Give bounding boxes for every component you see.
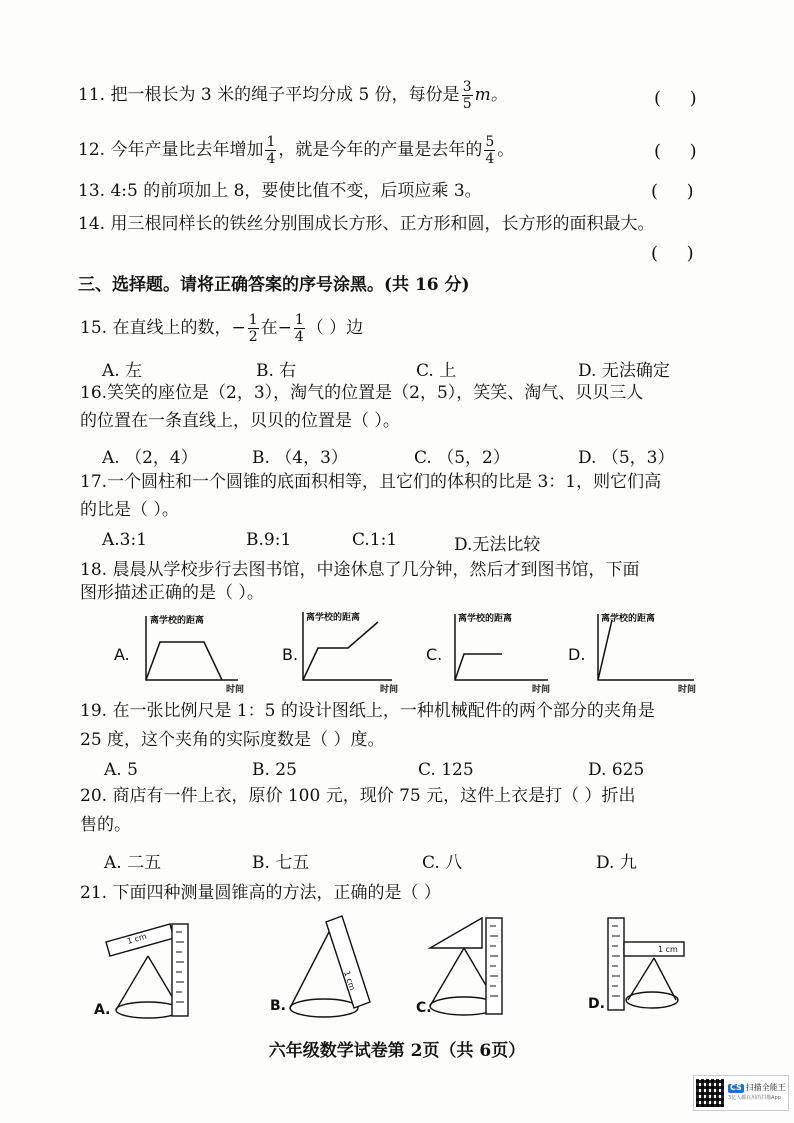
ruler-label: 1 cm (342, 969, 357, 992)
option-a[interactable]: A. （2，4） (102, 448, 198, 468)
option-b[interactable]: B. 七五 (252, 853, 310, 873)
question-13: 13. 4:5 的前项加上 8，要使比值不变，后项应乘 3。 (78, 181, 482, 201)
graph-x-label: 时间 (532, 685, 551, 695)
option-a[interactable]: A. 5 (104, 760, 138, 780)
question-20: 20. 商店有一件上衣，原价 100 元，现价 75 元，这件上衣是打（ ）折出 (80, 786, 636, 806)
scanner-badge (693, 1075, 789, 1111)
option-b[interactable]: B. （4，3） (252, 448, 348, 468)
page-footer: 六年级数学试卷第 2页（共 6页） (268, 1041, 526, 1061)
option-a[interactable]: A. 二五 (104, 853, 162, 873)
option-d[interactable]: D. 625 (588, 760, 645, 780)
ruler-label: 1 cm (126, 931, 148, 946)
option-d[interactable]: D. 九 (596, 853, 637, 873)
option-c[interactable]: C.1:1 (352, 530, 398, 550)
figure-option-d[interactable]: D. (588, 996, 605, 1012)
question-21: 21. 下面四种测量圆锥高的方法，正确的是（ ） (80, 883, 441, 903)
question-15: 15. 在直线上的数，− $\frac{1}{2}$ 在− $\frac{1}{4}$ （ ）边 (80, 312, 364, 345)
section-heading: 三、选择题。请将正确答案的序号涂黑。(共 16 分) (78, 275, 470, 295)
fraction: $\frac{3}{5}$ (462, 79, 472, 112)
option-c[interactable]: C. 上 (416, 361, 457, 381)
option-d[interactable]: D. 无法确定 (578, 361, 670, 381)
cs-logo-icon: CS (730, 1083, 742, 1093)
qr-code-icon (696, 1079, 724, 1107)
question-16-cont: 的位置在一条直线上，贝贝的位置是（ ）。 (80, 411, 400, 431)
figure-option-c[interactable]: C. (416, 1000, 432, 1016)
distance-time-graphs (0, 608, 794, 698)
question-17-cont: 的比是（ ）。 (80, 500, 179, 520)
graph-x-label: 时间 (226, 685, 245, 695)
graph-y-label: 离学校的距离 (601, 614, 656, 624)
graph-y-label: 离学校的距离 (150, 616, 205, 626)
scanner-text: CS 扫描全能王 3亿人都在用的扫描App (728, 1083, 786, 1101)
graph-x-label: 时间 (678, 685, 697, 695)
ruler-label: 1 cm (658, 945, 678, 954)
graph-x-label: 时间 (380, 685, 399, 695)
option-b[interactable]: B.9:1 (246, 530, 292, 550)
answer-paren[interactable]: ( ) (654, 88, 697, 109)
question-18: 18. 晨晨从学校步行去图书馆，中途休息了几分钟，然后才到图书馆，下面 (80, 560, 640, 580)
graph-option-b[interactable]: B. (282, 645, 299, 664)
graph-y-label: 离学校的距离 (458, 614, 513, 624)
option-a[interactable]: A. 左 (102, 361, 143, 381)
question-11: 11. 把一根长为 3 米的绳子平均分成 5 份，每份是 $\frac{3}{5}$ m。 (78, 79, 508, 112)
question-19: 19. 在一张比例尺是 1：5 的设计图纸上，一种机械配件的两个部分的夹角是 (80, 701, 655, 721)
option-d[interactable]: D.无法比较 (454, 535, 541, 555)
graph-y-label: 离学校的距离 (306, 613, 361, 623)
answer-paren[interactable]: ( ) (651, 181, 694, 202)
fraction: $\frac{1}{4}$ (266, 134, 276, 167)
cone-measurement-figures (0, 912, 794, 1022)
question-19-cont: 25 度，这个夹角的实际度数是（ ）度。 (80, 730, 385, 750)
answer-paren[interactable]: ( ) (651, 243, 694, 264)
question-14: 14. 用三根同样长的铁丝分别围成长方形、正方形和圆，长方形的面积最大。 (78, 214, 655, 234)
option-c[interactable]: C. 125 (418, 760, 474, 780)
question-16: 16.笑笑的座位是（2，3），淘气的位置是（2，5），笑笑、淘气、贝贝三人 (80, 383, 644, 403)
fraction: $\frac{1}{4}$ (294, 312, 304, 345)
question-18-cont: 图形描述正确的是（ ）。 (80, 583, 264, 603)
figure-option-b[interactable]: B. (270, 998, 286, 1014)
option-b[interactable]: B. 25 (252, 760, 297, 780)
graph-option-c[interactable]: C. (426, 645, 443, 664)
option-d[interactable]: D. （5，3） (578, 448, 675, 468)
option-c[interactable]: C. 八 (422, 853, 463, 873)
option-c[interactable]: C. （5，2） (414, 448, 510, 468)
figure-option-a[interactable]: A. (94, 1002, 111, 1018)
option-b[interactable]: B. 右 (256, 361, 297, 381)
fraction: $\frac{5}{4}$ (485, 134, 495, 167)
question-17: 17.一个圆柱和一个圆锥的底面积相等，且它们的体积的比是 3：1，则它们高 (80, 472, 662, 492)
graph-option-d[interactable]: D. (568, 645, 586, 664)
graph-option-a[interactable]: A. (114, 645, 130, 664)
answer-paren[interactable]: ( ) (654, 141, 697, 162)
fraction: $\frac{1}{2}$ (248, 312, 258, 345)
question-20-cont: 售的。 (80, 815, 131, 835)
question-12: 12. 今年产量比去年增加 $\frac{1}{4}$ ，就是今年的产量是去年的 $\frac{5}{4}$ 。 (78, 134, 515, 167)
option-a[interactable]: A.3:1 (102, 530, 148, 550)
